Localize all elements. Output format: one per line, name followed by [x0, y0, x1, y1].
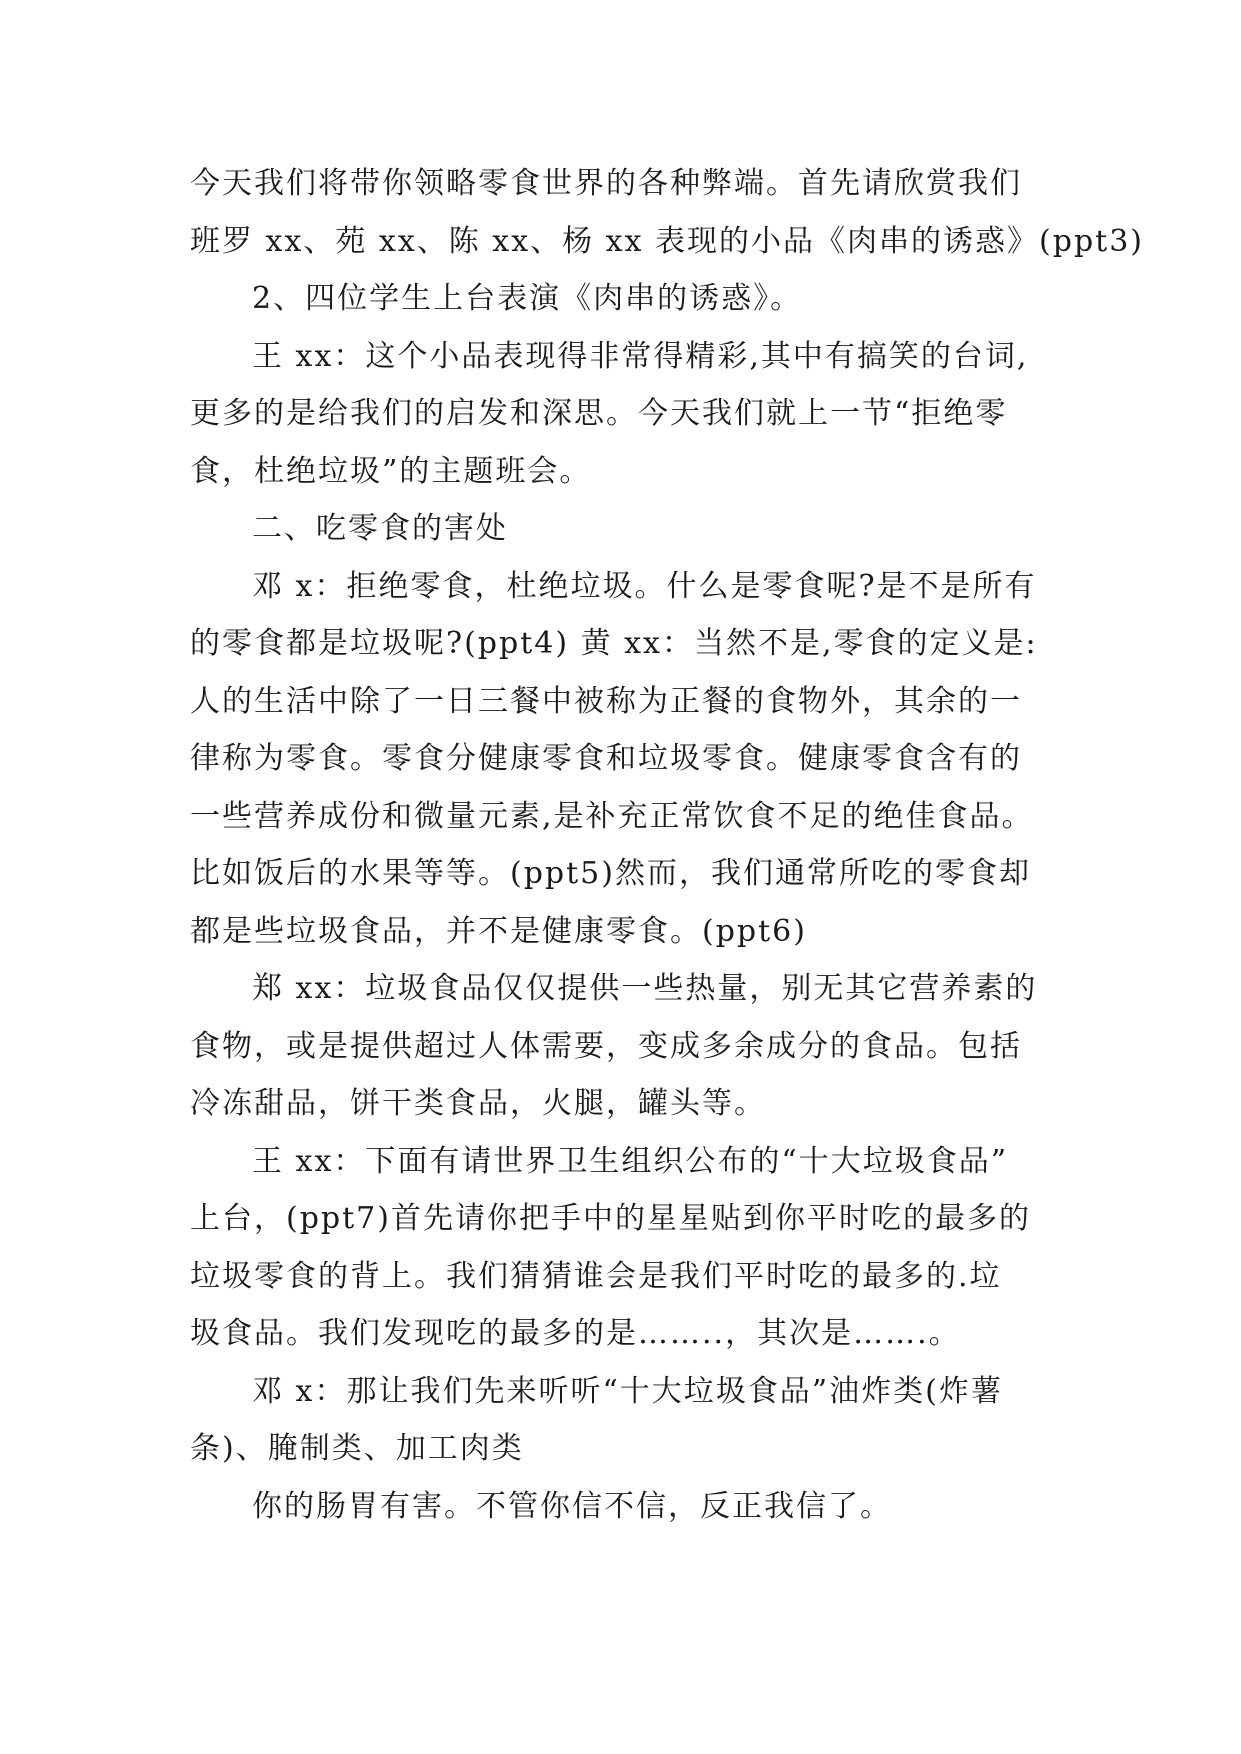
text-line: 圾食品。我们发现吃的最多的是……..，其次是…….。 [190, 1316, 961, 1351]
paragraph-wang-comment [190, 328, 1065, 501]
text-line: 邓 x：那让我们先来听听“十大垃圾食品”油炸类(炸薯 [252, 1373, 1003, 1409]
section-heading-text: 二、吃零食的害处 [252, 511, 508, 546]
text-line: 今天我们将带你领略零食世界的各种弊端。首先请欣赏我们 [190, 166, 1022, 201]
paragraph-deng-listen [190, 1363, 1065, 1478]
text-line: 食物，或是提供超过人体需要，变成多余成分的食品。包括 [190, 1028, 1022, 1064]
text-line: 都是些垃圾食品，并不是健康零食。(ppt6) [190, 913, 807, 949]
text-line: 冷冻甜品，饼干类食品，火腿，罐头等。 [190, 1086, 766, 1121]
text-line: 郑 xx：垃圾食品仅仅提供一些热量，别无其它营养素的 [252, 971, 1038, 1006]
text-line: 食，杜绝垃圾”的主题班会。 [190, 453, 592, 489]
text-line: 更多的是给我们的启发和深思。今天我们就上一节“拒绝零 [190, 396, 1008, 431]
text-line: 人的生活中除了一日三餐中被称为正餐的食物外，其余的一 [190, 683, 1022, 719]
document-body [190, 155, 1144, 1535]
text-line: 上台，(ppt7)首先请你把手中的星星贴到你平时吃的最多的 [190, 1201, 1031, 1236]
text-line: 的零食都是垃圾呢?(ppt4) 黄 xx：当然不是,零食的定义是: [190, 626, 1038, 661]
text-line: 律称为零食。零食分健康零食和垃圾零食。健康零食含有的 [190, 741, 1022, 776]
paragraph-step-2 [190, 270, 1065, 328]
text-line: 一些营养成份和微量元素,是补充正常饮食不足的绝佳食品。 [190, 798, 1034, 834]
paragraph-deng-question [190, 558, 1065, 961]
paragraph-wang-top10 [190, 1133, 1065, 1363]
text-line: 条)、腌制类、加工肉类 [190, 1431, 524, 1466]
text-line: 2、四位学生上台表演《肉串的诱惑》。 [252, 281, 803, 316]
text-line: 垃圾零食的背上。我们猜猜谁会是我们平时吃的最多的.垃 [190, 1258, 1002, 1294]
paragraph-intro [190, 155, 1144, 270]
section-heading [190, 500, 1065, 558]
text-line: 比如饭后的水果等等。(ppt5)然而，我们通常所吃的零食却 [190, 856, 1031, 891]
text-line: 邓 x：拒绝零食，杜绝垃圾。什么是零食呢?是不是所有 [252, 568, 1037, 604]
text-line: 班罗 xx、苑 xx、陈 xx、杨 xx 表现的小品《肉串的诱惑》(ppt3) [190, 223, 1144, 259]
paragraph-zheng-explain [190, 960, 1065, 1133]
paragraph-stomach [190, 1478, 1065, 1536]
text-line: 王 xx：下面有请世界卫生组织公布的“十大垃圾食品” [252, 1143, 1009, 1179]
text-line: 王 xx：这个小品表现得非常得精彩,其中有搞笑的台词, [252, 338, 1029, 374]
text-line: 你的肠胃有害。不管你信不信，反正我信了。 [252, 1488, 892, 1524]
